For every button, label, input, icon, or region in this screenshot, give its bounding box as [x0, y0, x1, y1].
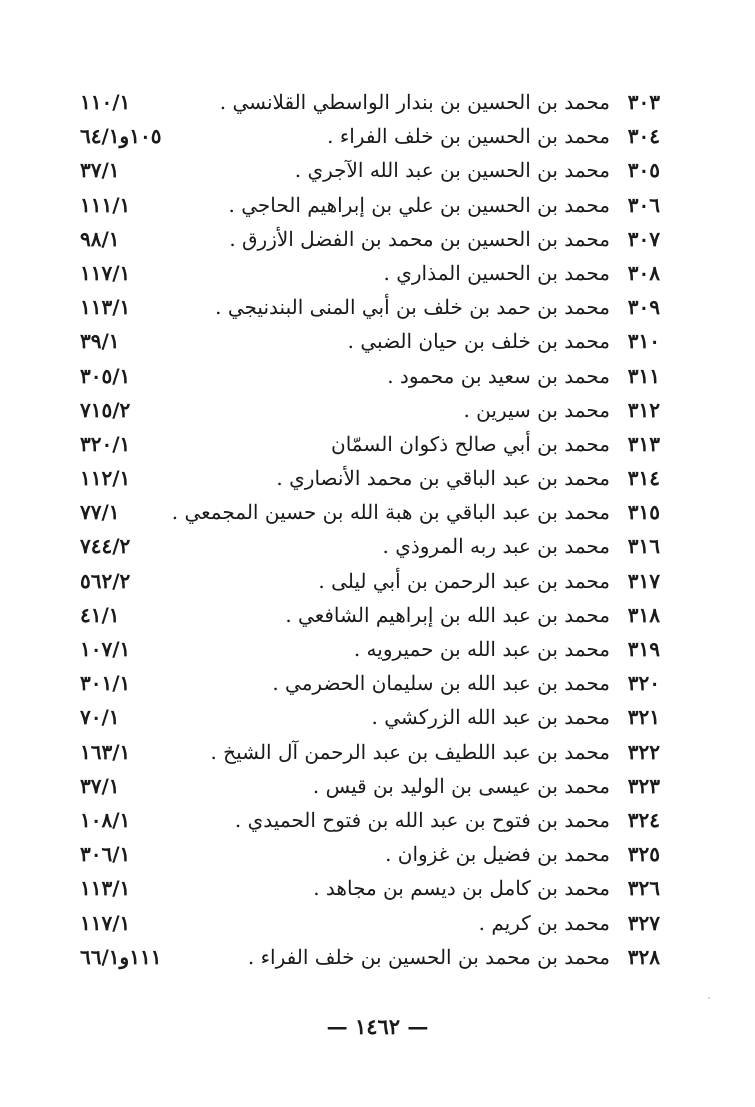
- entry-reference: ١١٢/١: [80, 466, 131, 491]
- index-entry: [80, 496, 660, 530]
- index-list: [80, 86, 660, 975]
- entry-number: ٣٠٤: [627, 124, 660, 149]
- entry-number: ٣٢١: [627, 705, 660, 730]
- entry-reference: ٣٧/١: [80, 773, 120, 798]
- index-entry: [80, 120, 660, 154]
- index-entry: [80, 154, 660, 188]
- entry-name: محمد بن الحسين بن علي بن إبراهيم الحاجي .: [228, 192, 610, 217]
- entry-number: ٣١٨: [627, 602, 660, 627]
- entry-number: ٣٠٩: [627, 295, 660, 320]
- entry-name: محمد بن كريم .: [478, 910, 610, 935]
- entry-name: محمد بن عبد الباقي بن هبة الله بن حسين المجمعي .: [171, 500, 610, 525]
- entry-name: محمد بن عبد ربه المروذي .: [382, 534, 610, 559]
- entry-name: محمد بن الحسين بن محمد بن الفضل الأزرق .: [229, 226, 610, 251]
- entry-number: ٣٠٣: [627, 90, 660, 114]
- entry-number: ٣١١: [627, 363, 660, 388]
- entry-name: محمد بن عبد الباقي بن محمد الأنصاري .: [276, 466, 610, 491]
- entry-name: محمد بن عبد الله بن حميرويه .: [353, 637, 610, 661]
- scan-speck: [708, 997, 710, 999]
- entry-name: محمد بن الحسين بن عبد الله الآجري .: [294, 158, 610, 183]
- index-entry: [80, 394, 660, 428]
- page-number: — ١٤٦٢ —: [326, 1014, 429, 1039]
- entry-name: محمد بن الحسين المذاري .: [383, 260, 610, 285]
- entry-reference: ١٠٥و٦٤/١: [80, 124, 162, 149]
- entry-number: ٣٢٥: [627, 842, 660, 867]
- index-entry: [80, 86, 660, 120]
- entry-name: محمد بن عبد الله بن إبراهيم الشافعي .: [285, 602, 610, 627]
- entry-reference: ٣٧/١: [80, 158, 120, 183]
- entry-reference: ٧٠/١: [80, 705, 120, 730]
- entry-number: ٣٢٨: [627, 944, 660, 969]
- entry-number: ٣١٥: [627, 500, 660, 525]
- entry-number: ٣٠٧: [627, 226, 660, 251]
- entry-reference: ١٦٣/١: [80, 739, 131, 764]
- index-entry: [80, 599, 660, 633]
- entry-number: ٣٠٥: [627, 158, 660, 183]
- entry-reference: ٣٠١/١: [80, 671, 131, 696]
- index-entry: [80, 189, 660, 223]
- entry-name: محمد بن فضيل بن غزوان .: [385, 842, 610, 867]
- entry-name: محمد بن سعيد بن محمود .: [387, 363, 610, 388]
- index-entry: [80, 428, 660, 462]
- entry-name: محمد بن عبد الله الزركشي .: [371, 705, 610, 730]
- entry-reference: ١٠٧/١: [80, 637, 131, 661]
- entry-name: محمد بن عبد الله بن سليمان الحضرمي .: [272, 671, 610, 696]
- entry-reference: ٣٠٦/١: [80, 842, 131, 867]
- entry-name: محمد بن الحسين بن خلف الفراء .: [327, 124, 610, 149]
- entry-reference: ١١١/١: [80, 192, 131, 217]
- entry-number: ٣٢٠: [627, 671, 660, 696]
- entry-reference: ١١٧/١: [80, 260, 131, 285]
- entry-name: محمد بن خلف بن حيان الضبي .: [347, 329, 610, 354]
- entry-reference: ١٠٨/١: [80, 807, 131, 832]
- entry-reference: ٣٩/١: [80, 329, 120, 354]
- entry-number: ٣١٤: [627, 466, 660, 491]
- entry-reference: ١١٣/١: [80, 876, 131, 901]
- entry-reference: ٣٢٠/١: [80, 431, 131, 456]
- entry-reference: ٣٠٥/١: [80, 363, 131, 388]
- index-entry: [80, 530, 660, 564]
- index-entry: [80, 223, 660, 257]
- index-entry: [80, 633, 660, 667]
- entry-name: محمد بن محمد بن الحسين بن خلف الفراء .: [247, 944, 610, 969]
- entry-reference: ١١٣/١: [80, 295, 131, 320]
- entry-name: محمد بن كامل بن ديسم بن مجاهد .: [313, 876, 610, 901]
- entry-reference: ٧٧/١: [80, 500, 120, 525]
- entry-reference: ١١٠/١: [80, 90, 131, 114]
- entry-name: محمد بن أبي صالح ذكوان السمّان: [331, 431, 610, 456]
- index-entry: [80, 804, 660, 838]
- entry-reference: ٩٨/١: [80, 226, 120, 251]
- entry-number: ٣١٢: [627, 397, 660, 422]
- index-entry: [80, 257, 660, 291]
- entry-name: محمد بن حمد بن خلف بن أبي المنى البندنيجي .: [215, 295, 610, 320]
- entry-number: ٣٢٢: [627, 739, 660, 764]
- index-entry: [80, 701, 660, 735]
- index-entry: [80, 291, 660, 325]
- index-entry: [80, 565, 660, 599]
- index-entry: [80, 770, 660, 804]
- entry-reference: ٧١٥/٢: [80, 397, 131, 422]
- index-entry: [80, 941, 660, 975]
- index-entry: [80, 462, 660, 496]
- entry-number: ٣٢٦: [627, 876, 660, 901]
- entry-reference: ١١١و٦٦/١: [80, 944, 162, 969]
- index-entry: [80, 667, 660, 701]
- index-entry: [80, 838, 660, 872]
- entry-name: محمد بن سيرين .: [463, 397, 610, 422]
- entry-reference: ٧٤٤/٢: [80, 534, 131, 559]
- entry-reference: ٥٦٢/٢: [80, 568, 131, 593]
- index-entry: [80, 360, 660, 394]
- entry-name: محمد بن فتوح بن عبد الله بن فتوح الحميدي .: [234, 807, 610, 832]
- entry-name: محمد بن عبد الرحمن بن أبي ليلى .: [318, 568, 610, 593]
- entry-name: محمد بن عبد اللطيف بن عبد الرحمن آل الشيخ .: [210, 739, 610, 764]
- entry-number: ٣١٧: [627, 568, 660, 593]
- entry-name: محمد بن عيسى بن الوليد بن قيس .: [312, 773, 610, 798]
- entry-number: ٣١٣: [627, 431, 660, 456]
- entry-number: ٣٠٦: [627, 192, 660, 217]
- index-entry: [80, 907, 660, 941]
- index-entry: [80, 736, 660, 770]
- entry-number: ٣١٦: [627, 534, 660, 559]
- entry-number: ٣٢٣: [627, 773, 660, 798]
- entry-number: ٣٠٨: [627, 260, 660, 285]
- entry-number: ٣٢٤: [627, 807, 660, 832]
- index-entry: [80, 325, 660, 359]
- entry-number: ٣١٠: [627, 329, 660, 354]
- index-entry: [80, 872, 660, 906]
- entry-reference: ١١٧/١: [80, 910, 131, 935]
- entry-number: ٣٢٧: [627, 910, 660, 935]
- entry-reference: ٤١/١: [80, 602, 120, 627]
- entry-name: محمد بن الحسين بن بندار الواسطي القلانسي .: [219, 90, 610, 114]
- entry-number: ٣١٩: [627, 637, 660, 661]
